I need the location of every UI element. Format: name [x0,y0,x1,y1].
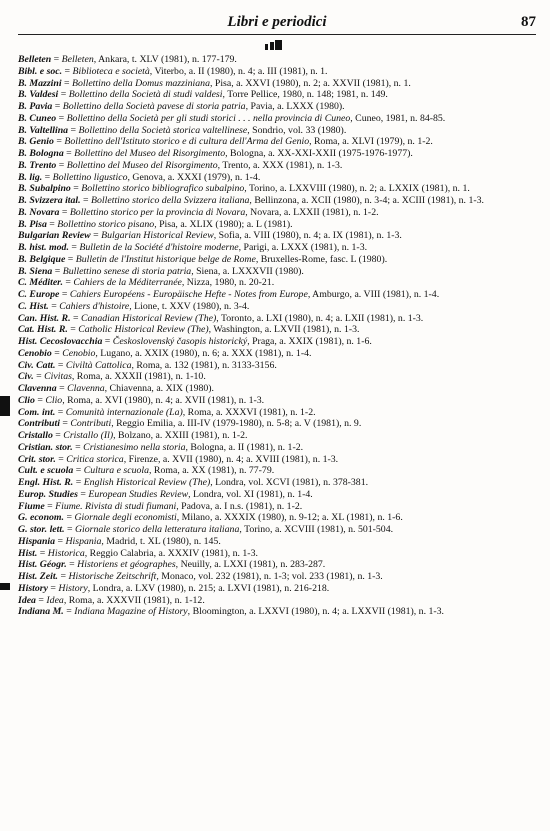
entry-title: Cahiers Européens - Europäische Hefte - Notes from Europe [69,289,308,300]
bibliography-entry [18,242,538,254]
bibliography-entry [18,606,538,618]
entry-details: , Milano, a. XXXIX (1980), n. 9-12; a. XL (1981), n. 1-6. [176,512,403,524]
bibliography-entry [18,442,538,454]
entry-title: English Historical Review (The) [83,477,211,488]
entry-abbreviation: B. Cuneo [18,112,57,124]
bibliography-entry [18,465,538,477]
equals-sign: = [62,65,73,77]
bibliography-entry [18,360,538,372]
entry-abbreviation: Indiana M. [18,606,64,618]
bibliography-entry [18,125,538,137]
entry-details: , Reggio Emilia, a. III-IV (1979-1980), n. 5-8; a. V (1981), n. 9. [111,418,362,430]
equals-sign: = [73,477,84,488]
entry-title: Bulletin de la Société d'histoire moderne [79,242,239,253]
entry-abbreviation: B. Mazzini [18,77,62,89]
entry-details: , Novara, a. LXXII (1981), n. 1-2. [245,206,379,218]
bibliography-entry [18,230,538,242]
bibliography-entry [18,454,538,466]
entry-abbreviation: B. Genio [18,136,54,148]
entry-abbreviation: Cristian. stor. [18,441,73,453]
entry-details: , Roma, a. XXXVI (1981), n. 1-2. [182,406,316,418]
entry-title: Cristianesimo nella storia [83,441,186,453]
entry-details: , Torino, a. LXXVIII (1980), n. 2; a. LXXIX (1981), n. 1. [244,183,470,195]
entry-details: , Roma, a. XLVI (1979), n. 1-2. [309,136,433,148]
equals-sign: = [37,547,48,559]
entry-abbreviation: Cult. e scuola [18,465,74,477]
entry-title: Biblioteca e società [72,65,150,77]
printer-ornament [262,40,288,50]
equals-sign: = [64,524,75,535]
entry-abbreviation: Hispania [18,535,56,547]
entry-details: , Bologna, a. II (1981), n. 1-2. [185,441,304,453]
bibliography-entry [18,183,538,195]
entry-abbreviation: Com. int. [18,406,56,418]
page-number: 87 [521,14,536,30]
equals-sign: = [59,206,70,218]
entry-abbreviation: Contributi [18,418,60,430]
equals-sign: = [80,195,92,206]
equals-sign: = [59,418,71,430]
bibliography-entry [18,324,538,336]
bibliography-entry [18,583,538,595]
entry-title: Hispania [65,535,102,547]
entry-details: , Trento, a. XXX (1981), n. 1-3. [217,159,343,171]
equals-sign: = [56,159,67,171]
entry-abbreviation: B. Valdesi [18,89,59,101]
entry-details: , Neuilly, a. LXXI (1981), n. 283-287. [175,559,326,571]
entry-title: Comunità internazionale (La) [65,406,183,418]
entry-abbreviation: Clio [18,394,35,406]
entry-details: , Roma, a. XVI (1980), n. 4; a. XVII (1981), n. 1-3. [62,394,265,406]
entry-details: , Sondrio, vol. 33 (1980). [247,124,347,136]
bibliography-entry [18,78,538,90]
equals-sign: = [66,559,78,571]
entry-details: , Madrid, t. XL (1980), n. 145. [101,535,221,547]
entry-title: Bollettino dell'Istituto storico e di cultura dell'Arma del Genio [64,136,310,148]
bibliography-entry [18,571,538,583]
entry-details: , Pavia, a. LXXX (1980). [245,101,345,112]
equals-sign: = [58,89,69,101]
entry-details: , Bolzano, a. XXIII (1981), n. 1-2. [113,430,248,441]
equals-sign: = [48,300,60,312]
entry-title: Bulletin de l'Institut historique belge de Rome [75,253,256,265]
bibliography-entry [18,254,538,266]
bibliography-entry [18,559,538,571]
entry-details: , Parigi, a. LXXX (1981), n. 1-3. [238,242,368,253]
bibliography-entry [18,524,538,536]
bibliography-entry [18,371,538,383]
bibliography-entry [18,336,538,348]
bibliography-entry [18,536,538,548]
entry-details: , Bruxelles-Rome, fasc. L (1980). [255,253,388,265]
bibliography-entry [18,66,538,78]
equals-sign: = [68,242,80,253]
bibliography-entry [18,430,538,442]
equals-sign: = [56,383,68,394]
entry-details: , Sofia, a. VIII (1980), n. 4; a. IX (1981), n. 1-3. [213,230,402,242]
entry-title: Historica [47,547,85,559]
entry-abbreviation: Hist. Zeit. [18,571,59,582]
entry-abbreviation: B. Pavia [18,101,53,112]
equals-sign: = [90,230,102,242]
equals-sign: = [77,488,89,500]
entry-abbreviation: Cristallo [18,430,53,441]
page-header [18,12,536,34]
equals-sign: = [65,253,76,265]
entry-abbreviation: Crit. stor. [18,453,56,465]
entry-abbreviation: Bibl. e soc. [18,65,63,77]
entry-abbreviation: Clavenna [18,383,57,394]
entry-details: , Monaco, vol. 232 (1981), n. 1-3; vol. 233 (1981), n. 1-3. [156,571,383,582]
entry-details: , Pisa, a. XXVI (1980), n. 2; a. XXVII (1981), n. 1. [209,77,411,89]
bibliography-entry [18,289,538,301]
entry-title: Indiana Magazine of History [74,606,188,618]
bibliography-entry [18,501,538,513]
entry-abbreviation: G. econom. [18,512,64,524]
entry-title: Cenobio [62,347,96,359]
entry-title: Critica storica [66,453,124,465]
bibliography-entry [18,136,538,148]
entry-title: Idea [46,594,64,606]
entry-title: Bollettino della Società di studi valdesi [68,89,223,101]
entry-title: Giornale degli economisti [74,512,177,524]
entry-abbreviation: G. stor. lett. [18,524,65,535]
equals-sign: = [55,535,66,547]
entry-title: Historische Zeitschrift [68,571,157,582]
entry-abbreviation: Fiume [18,500,45,512]
entry-title: Historiens et géographes [77,559,176,571]
equals-sign: = [52,265,63,277]
entry-abbreviation: Hist. [18,547,38,559]
entry-abbreviation: Cat. Hist. R. [18,324,68,336]
entry-details: , Bloomington, a. LXXVI (1980), n. 4; a. LXXVII (1981), n. 1-3. [187,606,444,618]
equals-sign: = [58,571,69,582]
equals-sign: = [61,77,72,89]
bibliography-entry [18,595,538,607]
bibliography-entry [18,548,538,560]
scan-margin-mark [0,396,10,416]
entry-abbreviation: B. lig. [18,171,43,183]
equals-sign: = [34,394,46,406]
entry-abbreviation: Belleten [18,54,52,65]
entry-details: , Roma, a. XXXVII (1981), n. 1-12. [63,594,205,606]
entry-abbreviation: Hist. Géogr. [18,559,67,571]
entry-details: , Ankara, t. XLV (1981), n. 177-179. [93,54,237,65]
entry-details: , Padova, a. I n.s. (1981), n. 1-2. [176,500,303,512]
entry-title: Catholic Historical Review (The) [78,324,209,336]
entry-details: , Pisa, a. XLIX (1980); a. L (1981). [154,218,293,230]
entry-title: Belleten [61,54,94,65]
running-title: Libri e periodici [227,14,327,30]
entry-title: Cahiers de la Méditerranée [73,277,182,289]
entry-details: , Lugano, a. XXIX (1980), n. 6; a. XXX (1981), n. 1-4. [95,347,312,359]
entry-details: , Londra, vol. XI (1981), n. 1-4. [188,488,313,500]
bibliography-entry [18,54,538,66]
entry-title: Československý časopis historický [112,336,248,347]
bibliography-entry [18,477,538,489]
equals-sign: = [35,594,47,606]
entry-abbreviation: Civ. Catt. [18,359,56,371]
equals-sign: = [70,312,81,324]
entry-abbreviation: Cenobio [18,347,52,359]
entry-title: History [58,582,88,594]
bibliography-entry [18,407,538,419]
entry-title: Giornale storico della letteratura italiana [74,524,240,535]
entry-abbreviation: Europ. Studies [18,488,78,500]
entry-details: , Amburgo, a. VIII (1981), n. 1-4. [307,289,440,300]
entry-title: Cultura e scuola [83,465,150,477]
entry-abbreviation: B. Bologna [18,148,64,159]
equals-sign: = [102,336,113,347]
equals-sign: = [62,277,74,289]
bibliography-entry [18,113,538,125]
entry-title: Bollettino storico della Svizzera italiana [91,195,250,206]
entry-abbreviation: B. Pisa [18,218,47,230]
bibliography-entry [18,148,538,160]
bibliography-entry [18,418,538,430]
entry-details: , Reggio Calabria, a. XXXIV (1981), n. 1-3. [84,547,258,559]
entry-abbreviation: B. Svizzera ital. [18,195,81,206]
entry-details: , Washington, a. LXVII (1981), n. 1-3. [208,324,360,336]
equals-sign: = [47,582,59,594]
entry-abbreviation: B. Siena [18,265,53,277]
entry-title: European Studies Review [88,488,189,500]
entry-abbreviation: Civ. [18,371,34,383]
equals-sign: = [33,371,45,383]
equals-sign: = [72,441,84,453]
entry-abbreviation: C. Hist. [18,300,49,312]
equals-sign: = [55,406,66,418]
equals-sign: = [42,171,53,183]
entry-title: Bollettino del Museo del Risorgimento [66,159,218,171]
equals-sign: = [68,124,79,136]
entry-title: Bullettino senese di storia patria [62,265,192,277]
entry-title: Bollettino della Domus mazziniana [72,77,210,89]
entry-details: , Londra, vol. XCVI (1981), n. 378-381. [210,477,369,488]
entry-title: Contributi [70,418,112,430]
equals-sign: = [70,183,82,195]
entry-details: , Lione, t. XXV (1980), n. 3-4. [129,300,250,312]
entry-details: , Torre Pellice, 1980, n. 148; 1981, n. 149. [222,89,388,101]
entry-title: Civitas [44,371,72,383]
equals-sign: = [53,136,65,148]
entry-title: Canadian Historical Review (The) [80,312,217,324]
entry-details: , Toronto, a. LXI (1980), n. 4; a. LXII (1981), n. 1-3. [216,312,424,324]
equals-sign: = [51,54,62,65]
entry-title: Bollettino ligustico [52,171,128,183]
entry-title: Bollettino della Società storica valtellinese [78,124,248,136]
entry-abbreviation: Idea [18,594,36,606]
bibliography-entry [18,348,538,360]
equals-sign: = [63,606,75,618]
entry-abbreviation: Can. Hist. R. [18,312,71,324]
entry-abbreviation: C. Méditer. [18,277,63,289]
entry-abbreviation: C. Europe [18,289,60,300]
entry-details: , Cuneo, 1981, n. 84-85. [350,112,446,124]
entry-title: Fiume. Rivista di studi fiumani [55,500,177,512]
entry-abbreviation: B. Novara [18,206,60,218]
bibliography-entry [18,313,538,325]
entry-details: , Bellinzona, a. XCII (1980), n. 3-4; a. XCIII (1981), n. 1-3. [249,195,484,206]
bibliography-entry [18,89,538,101]
entry-abbreviation: B. Valtellina [18,124,69,136]
entry-title: Bollettino storico per la provincia di Novara [69,206,246,218]
bibliography-entry [18,160,538,172]
equals-sign: = [51,347,63,359]
entry-abbreviation: Bulgarian Review [18,230,91,242]
bibliography-entry [18,266,538,278]
equals-sign: = [52,101,63,112]
entry-details: , Praga, a. XXIX (1981), n. 1-6. [247,336,372,347]
entry-title: Bollettino del Museo del Risorgimento [74,148,226,159]
entry-details: , Torino, a. XCVIII (1981), n. 501-504. [239,524,394,535]
equals-sign: = [52,430,64,441]
entry-details: , Roma, a. XX (1981), n. 77-79. [149,465,275,477]
entry-details: , Nizza, 1980, n. 20-21. [181,277,275,289]
bibliography-entry [18,101,538,113]
entry-details: , Chiavenna, a. XIX (1980). [104,383,215,394]
equals-sign: = [64,512,75,524]
entry-title: Cahiers d'histoire [59,300,130,312]
entry-details: , Genova, a. XXXI (1979), n. 1-4. [127,171,261,183]
entry-title: Bollettino della Società per gli studi storici . . . nella provincia di Cuneo [66,112,351,124]
entry-abbreviation: B. Subalpino [18,183,71,195]
equals-sign: = [55,453,67,465]
scan-margin-mark [0,583,10,590]
entry-list [18,54,538,618]
bibliography-entry [18,489,538,501]
equals-sign: = [73,465,84,477]
equals-sign: = [55,359,66,371]
bibliography-entry [18,395,538,407]
entry-abbreviation: B. Belgique [18,253,66,265]
entry-abbreviation: Engl. Hist. R. [18,477,74,488]
entry-details: , Bologna, a. XX-XXI-XXII (1975-1976-1977). [225,148,413,159]
entry-title: Cristallo (Il) [63,430,114,441]
entry-title: Bollettino storico bibliografico subalpino [81,183,245,195]
bibliography-entry [18,172,538,184]
entry-title: Bulgarian Historical Review [101,230,214,242]
bibliography-entry [18,219,538,231]
equals-sign: = [56,112,67,124]
bibliography-entry [18,301,538,313]
equals-sign: = [46,218,58,230]
entry-title: Clio [45,394,63,406]
equals-sign: = [44,500,56,512]
entry-title: Clavenna [67,383,105,394]
bibliography-entry [18,383,538,395]
entry-abbreviation: Hist. Cecoslovacchia [18,336,103,347]
entry-details: , Firenze, a. XVII (1980), n. 4; a. XVIII (1981), n. 1-3. [123,453,339,465]
entry-details: , Londra, a. LXV (1980), n. 215; a. LXVI (1981), n. 216-218. [87,582,330,594]
entry-abbreviation: B. Trento [18,159,57,171]
entry-details: , Roma, a. XXXII (1981), n. 1-10. [71,371,206,383]
equals-sign: = [67,324,79,336]
entry-title: Bollettino storico pisano [57,218,155,230]
bibliography-entry [18,512,538,524]
equals-sign: = [59,289,70,300]
entry-details: , Viterbo, a. II (1980), n. 4; a. III (1981), n. 1. [149,65,328,77]
entry-abbreviation: B. hist. mod. [18,242,69,253]
bibliography-entry [18,195,538,207]
entry-title: Bollettino della Società pavese di storia patria [62,101,246,112]
entry-title: Civiltà Cattolica [65,359,132,371]
entry-details: , Roma, a. 132 (1981), n. 3133-3156. [131,359,277,371]
header-rule [18,34,536,35]
equals-sign: = [63,148,75,159]
bibliography-entry [18,207,538,219]
entry-details: , Siena, a. LXXXVII (1980). [191,265,304,277]
entry-abbreviation: History [18,582,48,594]
bibliography-entry [18,277,538,289]
